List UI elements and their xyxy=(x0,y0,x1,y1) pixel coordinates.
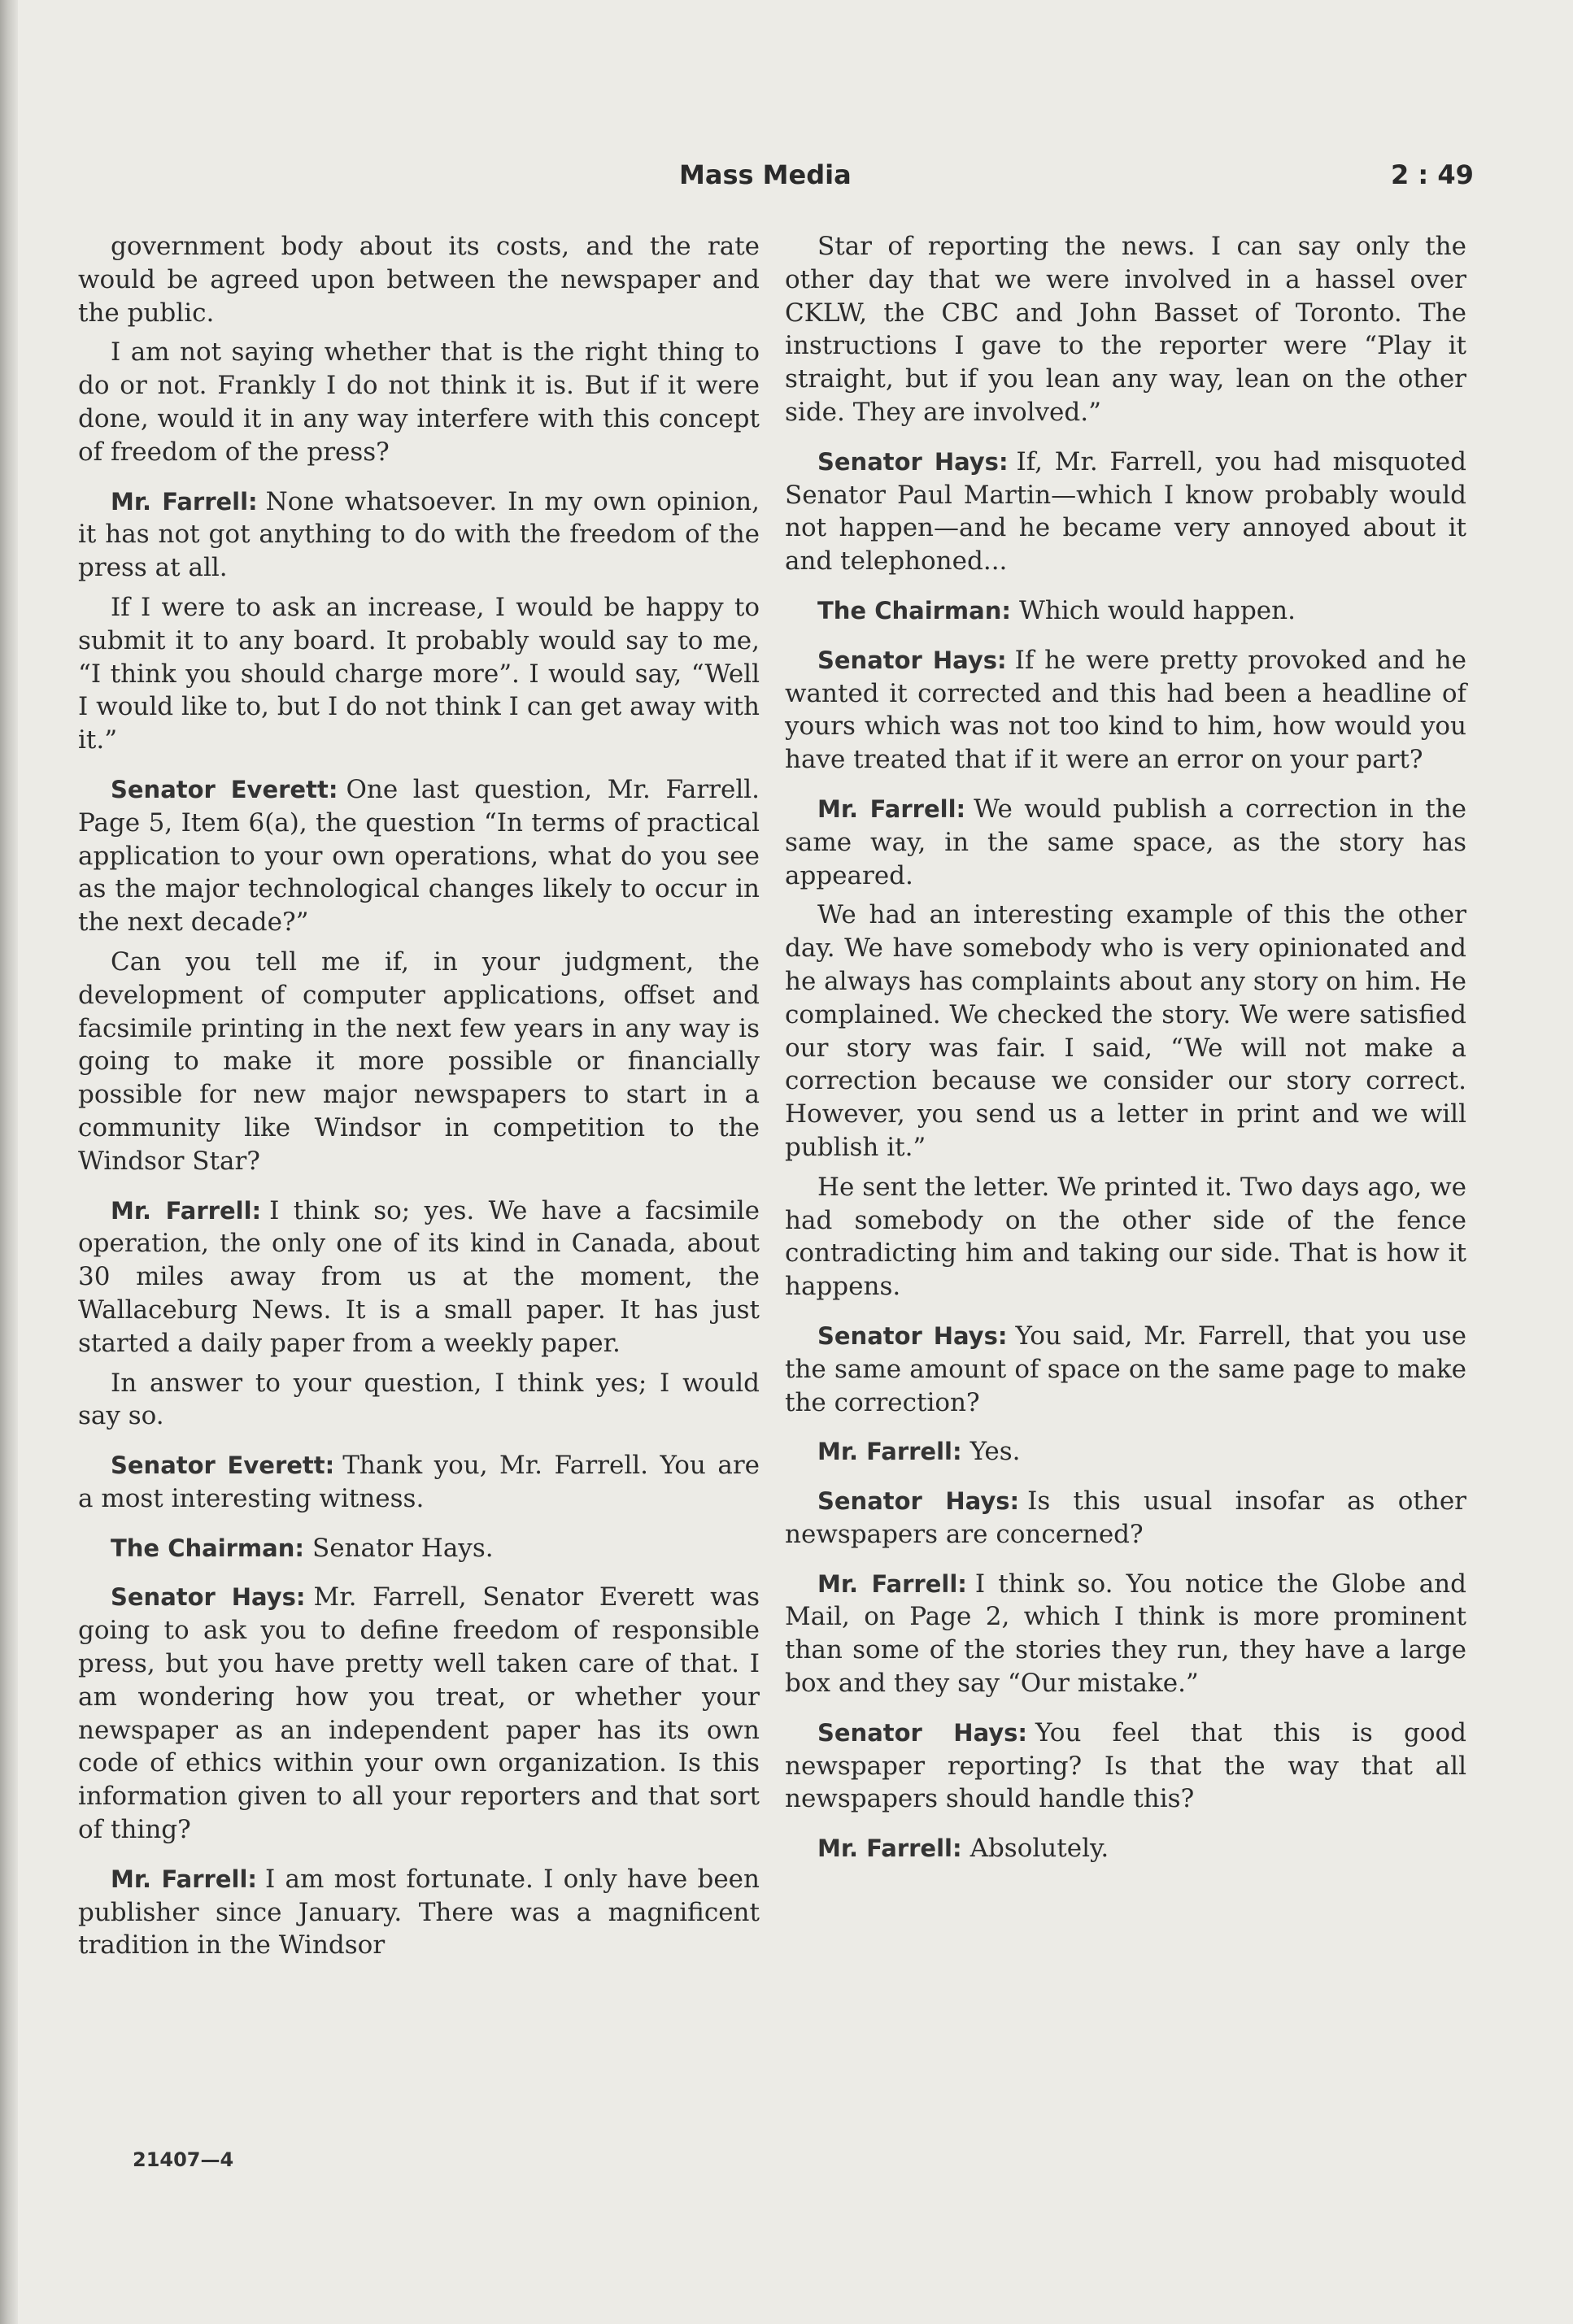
speaker-label: Senator Hays: xyxy=(817,1321,1008,1350)
speaker-label: The Chairman: xyxy=(817,596,1011,625)
speaker-label: Mr. Farrell: xyxy=(817,1834,962,1863)
paragraph xyxy=(78,591,760,757)
paragraph-text: Star of reporting the news. I can say only the other day that we were involved in a hassel over CKLW, the CBC and John Basset of Toronto. The instructions I gave to the reporter were “Play it straight, but if you lean any way, lean on the other side. They are involved.” xyxy=(785,232,1466,427)
paragraph xyxy=(785,899,1466,1164)
speaker-label: Senator Everett: xyxy=(111,775,338,803)
paragraph-text: Thank you, Mr. Farrell. You are a most interesting witness. xyxy=(78,1451,760,1513)
left-column xyxy=(78,230,760,1969)
paragraph xyxy=(785,1832,1466,1865)
page-number: 2 : 49 xyxy=(1391,159,1474,190)
page-header xyxy=(0,159,1573,200)
paragraph-text: None whatsoever. In my own opinion, it has not got anything to do with the freedom of the press at all. xyxy=(78,486,760,583)
printer-signature-code: 21407—4 xyxy=(133,2148,234,2171)
paragraph-text: government body about its costs, and the rate would be agreed upon between the newspaper and the public. xyxy=(78,232,760,328)
paragraph xyxy=(785,1171,1466,1303)
paragraph-text: Absolutely. xyxy=(970,1834,1109,1864)
paragraph xyxy=(78,1195,760,1360)
speaker-label: Senator Everett: xyxy=(111,1451,335,1480)
paragraph xyxy=(785,644,1466,777)
speaker-label: The Chairman: xyxy=(111,1534,304,1562)
paragraph xyxy=(78,946,760,1178)
speaker-label: Senator Hays: xyxy=(817,1718,1028,1747)
paragraph-text: I am most fortunate. I only have been publisher since January. There was a magnificent tradition in the Windsor xyxy=(78,1864,760,1961)
paragraph xyxy=(785,1568,1466,1700)
paragraph-text: One last question, Mr. Farrell. Page 5, Item 6(a), the question “In terms of practical application to your own operations, what do you see as the major technological changes likely to occur in the next decade?” xyxy=(78,774,760,938)
speaker-label: Mr. Farrell: xyxy=(817,794,966,823)
paragraph-text: Can you tell me if, in your judgment, the development of computer applications, offset and facsimile printing in the next few years in any way is going to make it more possible or financially possible for new major newspapers to start in a community like Windsor in competition to the Windsor Star? xyxy=(78,947,760,1176)
paragraph xyxy=(785,1435,1466,1469)
paragraph xyxy=(785,594,1466,628)
paragraph xyxy=(78,1449,760,1516)
paragraph-text: If he were pretty provoked and he wanted it corrected and this had been a headline of yours which was not too kind to him, how would you have treated that if it were an error on your part? xyxy=(785,645,1466,775)
right-column xyxy=(785,230,1466,1872)
paragraph-text: Is this usual insofar as other newspapers are concerned? xyxy=(785,1486,1466,1549)
paragraph xyxy=(785,446,1466,578)
paragraph xyxy=(78,1581,760,1846)
paragraph-text: We would publish a correction in the same way, in the same space, as the story has appeared. xyxy=(785,794,1466,890)
paragraph-text: If I were to ask an increase, I would be happy to submit it to any board. It probably would say to me, “I think you should charge more”. I would say, “Well I would like to, but I do not think I can get away with it.” xyxy=(78,592,760,755)
paragraph-text: I am not saying whether that is the right thing to do or not. Frankly I do not think it is. But if it were done, would it in any way interfere with this concept of freedom of the press? xyxy=(78,337,760,467)
paragraph-text: Yes. xyxy=(970,1437,1021,1467)
paragraph xyxy=(78,773,760,939)
speaker-label: Mr. Farrell: xyxy=(817,1569,967,1598)
paragraph xyxy=(785,1320,1466,1419)
speaker-label: Mr. Farrell: xyxy=(817,1438,962,1466)
paragraph xyxy=(78,1367,760,1434)
speaker-label: Senator Hays: xyxy=(817,1487,1020,1516)
paragraph xyxy=(785,230,1466,429)
speaker-label: Senator Hays: xyxy=(817,447,1009,476)
speaker-label: Senator Hays: xyxy=(817,646,1007,674)
speaker-label: Senator Hays: xyxy=(111,1583,306,1612)
book-spine-shadow xyxy=(0,0,18,2324)
paragraph xyxy=(785,1485,1466,1552)
paragraph-text: Mr. Farrell, Senator Everett was going to ask you to define freedom of responsible press, but you have pretty well taken care of that. I am wondering how you treat, or whether your newspaper as an independent paper has its own code of ethics within your own organization. Is this information given to all your reporters and that sort of thing? xyxy=(78,1582,760,1845)
paragraph xyxy=(785,1717,1466,1816)
paragraph-text: If, Mr. Farrell, you had misquoted Senator Paul Martin—which I know probably would not happen—and he became very annoyed about it and telephoned... xyxy=(785,446,1466,577)
speaker-label: Mr. Farrell: xyxy=(111,1865,257,1893)
paragraph-text: Senator Hays. xyxy=(312,1533,494,1563)
speaker-label: Mr. Farrell: xyxy=(111,1196,262,1225)
paragraph-text: He sent the letter. We printed it. Two days ago, we had somebody on the other side of the fence contradicting him and taking our side. That is how it happens. xyxy=(785,1172,1466,1302)
paragraph-text: We had an interesting example of this the other day. We have somebody who is very opinionated and he always has complaints about any story on him. He complained. We checked the story. We were satisfied our story was fair. I said, “We will not make a correction because we consider our story correct. However, you send us a letter in print and we will publish it.” xyxy=(785,900,1466,1162)
paragraph xyxy=(78,1532,760,1565)
paragraph-text: I think so. You notice the Globe and Mail, on Page 2, which I think is more prominent than some of the stories they run, they have a large box and they say “Our mistake.” xyxy=(785,1569,1466,1699)
paragraph-text: You feel that this is good newspaper reporting? Is that the way that all newspapers should handle this? xyxy=(785,1717,1466,1814)
paragraph xyxy=(78,230,760,329)
paragraph-text: In answer to your question, I think yes; I would say so. xyxy=(78,1368,760,1431)
speaker-label: Mr. Farrell: xyxy=(111,487,258,516)
running-title: Mass Media xyxy=(679,159,852,190)
paragraph xyxy=(785,793,1466,892)
paragraph xyxy=(78,485,760,585)
paragraph xyxy=(78,336,760,468)
paragraph xyxy=(78,1863,760,1962)
paragraph-text: You said, Mr. Farrell, that you use the same amount of space on the same page to make the correction? xyxy=(785,1321,1466,1417)
paragraph-text: I think so; yes. We have a facsimile operation, the only one of its kind in Canada, about 30 miles away from us at the moment, the Wallaceburg News. It is a small paper. It has just started a daily paper from a weekly paper. xyxy=(78,1195,760,1358)
paragraph-text: Which would happen. xyxy=(1018,595,1296,625)
